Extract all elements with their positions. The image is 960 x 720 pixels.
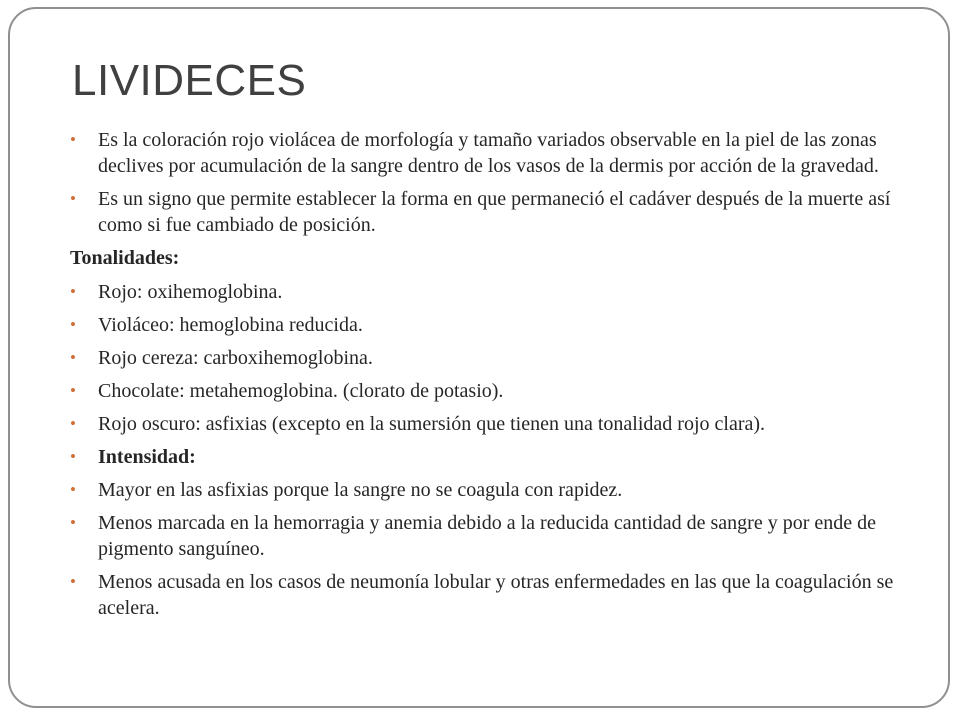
bullet-item-tonalidad-4 bbox=[70, 378, 922, 404]
bullet-icon: • bbox=[70, 513, 76, 532]
bullet-item-tonalidad-3 bbox=[70, 345, 922, 371]
bullet-text: Es la coloración rojo violácea de morfología y tamaño variados observable en la piel de las zonas declives por acumulación de la sangre dentro de los vasos de la dermis por acción de la gravedad. bbox=[98, 129, 879, 177]
bullet-icon: • bbox=[70, 480, 76, 499]
bullet-text: Violáceo: hemoglobina reducida. bbox=[98, 314, 363, 336]
bullet-item-intro-1 bbox=[70, 127, 922, 179]
bullet-icon: • bbox=[70, 189, 76, 208]
bullet-text: Menos acusada en los casos de neumonía lobular y otras enfermedades en las que la coagulación se acelera. bbox=[98, 571, 894, 619]
bullet-text: Es un signo que permite establecer la forma en que permaneció el cadáver después de la muerte así como si fue cambiado de posición. bbox=[98, 188, 891, 236]
bullet-item-intensidad-heading bbox=[70, 444, 922, 470]
bullet-icon: • bbox=[70, 572, 76, 591]
bullet-item-intensidad-2 bbox=[70, 510, 922, 562]
bullet-text: Rojo: oxihemoglobina. bbox=[98, 281, 283, 303]
bullet-item-tonalidad-2 bbox=[70, 312, 922, 338]
bullet-icon: • bbox=[70, 348, 76, 367]
bullet-icon: • bbox=[70, 447, 76, 466]
bullet-icon: • bbox=[70, 414, 76, 433]
bullet-text: Rojo oscuro: asfixias (excepto en la sumersión que tienen una tonalidad rojo clara). bbox=[98, 413, 766, 435]
bullet-icon: • bbox=[70, 315, 76, 334]
slide-frame bbox=[8, 7, 950, 708]
slide-title: LIVIDECES bbox=[72, 56, 307, 105]
bullet-item-intro-2 bbox=[70, 186, 922, 238]
bullet-text: Mayor en las asfixias porque la sangre no se coagula con rapidez. bbox=[98, 479, 623, 501]
bullet-text: Chocolate: metahemoglobina. (clorato de potasio). bbox=[98, 380, 504, 402]
intensidad-heading: Intensidad: bbox=[98, 446, 196, 468]
bullet-text: Rojo cereza: carboxihemoglobina. bbox=[98, 347, 373, 369]
bullet-icon: • bbox=[70, 130, 76, 149]
bullet-item-intensidad-1 bbox=[70, 477, 922, 503]
bullet-item-tonalidad-1 bbox=[70, 279, 922, 305]
bullet-icon: • bbox=[70, 381, 76, 400]
bullet-icon: • bbox=[70, 282, 76, 301]
tonalidades-heading: Tonalidades: bbox=[70, 247, 180, 269]
bullet-item-tonalidad-5 bbox=[70, 411, 922, 437]
bullet-item-intensidad-3 bbox=[70, 569, 922, 621]
bullet-text: Menos marcada en la hemorragia y anemia debido a la reducida cantidad de sangre y por ende de pigmento sanguíneo. bbox=[98, 512, 876, 560]
slide-content bbox=[70, 127, 922, 628]
